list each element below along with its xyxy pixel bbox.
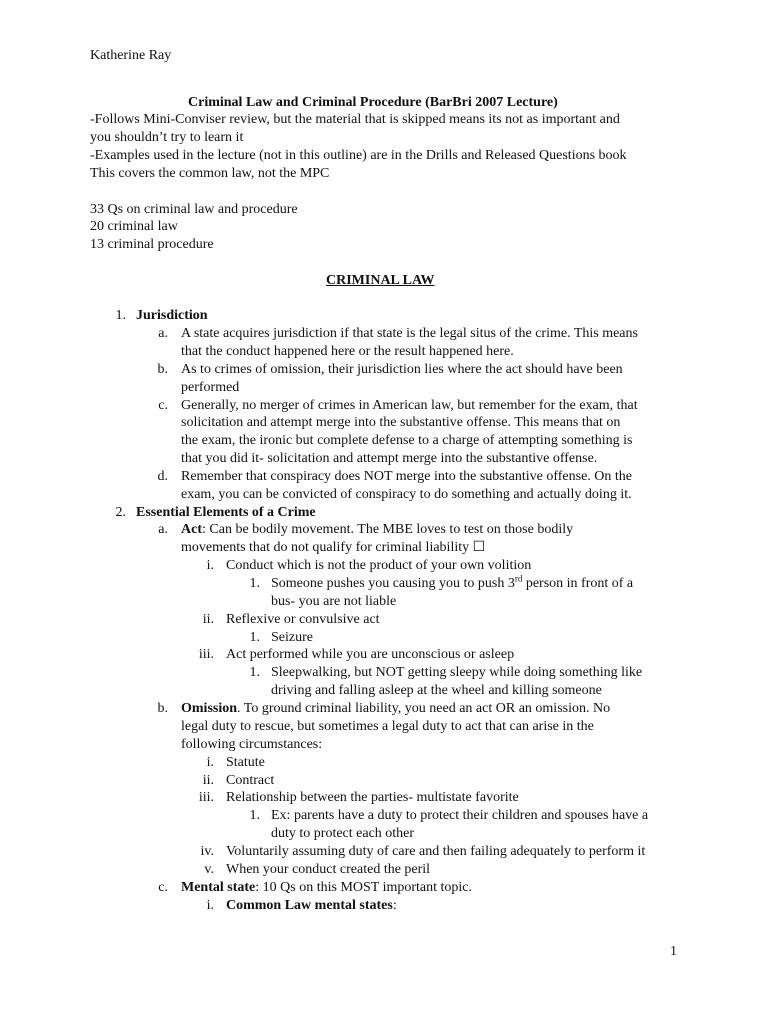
outline-text: following circumstances: (181, 737, 323, 752)
outline-text: Conduct which is not the product of your own volition (226, 558, 532, 573)
count-line: 13 criminal procedure (90, 237, 214, 252)
list-marker: ii. (202, 612, 214, 627)
page-number: 1 (670, 944, 677, 959)
outline-text-tail: . To ground criminal liability, you need an act OR an omission. No (237, 701, 611, 716)
outline-text (181, 879, 472, 897)
outline-text: Seizure (271, 630, 313, 645)
term-common-law-mental-states: Common Law mental states (226, 898, 393, 913)
outline-text: Act performed while you are unconscious or asleep (226, 647, 515, 662)
outline-text (181, 521, 573, 539)
outline-text: Reflexive or convulsive act (226, 612, 380, 627)
outline-text: Relationship between the parties- multistate favorite (226, 790, 519, 805)
outline-text: exam, you can be convicted of conspiracy to do something and actually doing it. (181, 487, 632, 502)
list-marker: 1. (249, 630, 260, 645)
outline-text: the exam, the ironic but complete defense to a charge of attempting something is (181, 433, 633, 448)
outline-text: A state acquires jurisdiction if that state is the legal situs of the crime. This means (181, 326, 638, 341)
list-marker: 1. (249, 665, 260, 680)
intro-line: This covers the common law, not the MPC (90, 166, 330, 181)
outline-heading: Jurisdiction (136, 308, 208, 323)
list-marker: c. (158, 880, 168, 895)
outline-text: legal duty to rescue, but sometimes a legal duty to act that can arise in the (181, 719, 594, 734)
list-marker: d. (157, 469, 168, 484)
list-marker: a. (158, 326, 168, 341)
ordinal-superscript: rd (514, 573, 523, 584)
outline-heading: Essential Elements of a Crime (136, 505, 316, 520)
list-marker: c. (158, 398, 168, 413)
list-marker: b. (157, 362, 168, 377)
outline-text-part: Someone pushes you causing you to push 3 (271, 576, 515, 591)
outline-text: Contract (226, 773, 275, 788)
list-marker: 1. (115, 308, 126, 323)
outline-text: movements that do not qualify for criminal liability ☐ (181, 540, 486, 555)
list-marker: i. (206, 755, 214, 770)
outline-text: that you did it- solicitation and attempt merge into the substantive offense. (181, 451, 598, 466)
section-heading: CRIMINAL LAW (326, 273, 435, 288)
list-marker: i. (206, 558, 214, 573)
outline-text: solicitation and attempt merge into the substantive offense. This means that on (181, 415, 621, 430)
count-line: 20 criminal law (90, 219, 178, 234)
list-marker: 1. (249, 808, 260, 823)
list-marker: ii. (202, 773, 214, 788)
intro-line: -Follows Mini-Conviser review, but the material that is skipped means its not as important and (90, 112, 620, 127)
intro-line: you shouldn’t try to learn it (90, 130, 244, 145)
list-marker: a. (158, 522, 168, 537)
outline-text: driving and falling asleep at the wheel and killing someone (271, 683, 602, 698)
outline-text: As to crimes of omission, their jurisdiction lies where the act should have been (181, 362, 623, 377)
list-marker: iv. (200, 844, 214, 859)
count-line: 33 Qs on criminal law and procedure (90, 202, 298, 217)
term-omission: Omission (181, 701, 238, 716)
list-marker: iii. (198, 790, 214, 805)
list-marker: 2. (115, 505, 126, 520)
document-title: Criminal Law and Criminal Procedure (BarBri 2007 Lecture) (188, 95, 558, 110)
outline-text: performed (181, 380, 240, 395)
intro-line: -Examples used in the lecture (not in this outline) are in the Drills and Released Questions book (90, 148, 627, 163)
list-marker: v. (204, 862, 214, 877)
term-mental-state: Mental state (181, 880, 256, 895)
author-name: Katherine Ray (90, 48, 172, 63)
term-act: Act (181, 522, 202, 537)
outline-text-part: person in front of a (522, 576, 634, 591)
outline-text (226, 897, 397, 915)
outline-text: duty to protect each other (271, 826, 415, 841)
outline-text: Ex: parents have a duty to protect their children and spouses have a (271, 808, 649, 823)
list-marker: iii. (198, 647, 214, 662)
outline-text: Generally, no merger of crimes in American law, but remember for the exam, that (181, 398, 638, 413)
outline-text: that the conduct happened here or the result happened here. (181, 344, 514, 359)
outline-text-tail: : 10 Qs on this MOST important topic. (255, 880, 473, 895)
outline-text: Sleepwalking, but NOT getting sleepy while doing something like (271, 665, 643, 680)
outline-text: Remember that conspiracy does NOT merge into the substantive offense. On the (181, 469, 633, 484)
list-marker: i. (206, 898, 214, 913)
outline-text: bus- you are not liable (271, 594, 397, 609)
outline-text: Statute (226, 755, 265, 770)
outline-text (271, 575, 633, 593)
outline-text: Voluntarily assuming duty of care and then failing adequately to perform it (226, 844, 646, 859)
list-marker: b. (157, 701, 168, 716)
outline-text: When your conduct created the peril (226, 862, 431, 877)
outline-text (181, 700, 610, 718)
list-marker: 1. (249, 576, 260, 591)
outline-text-tail: : (392, 898, 397, 913)
outline-text-tail: : Can be bodily movement. The MBE loves to test on those bodily (202, 522, 574, 537)
